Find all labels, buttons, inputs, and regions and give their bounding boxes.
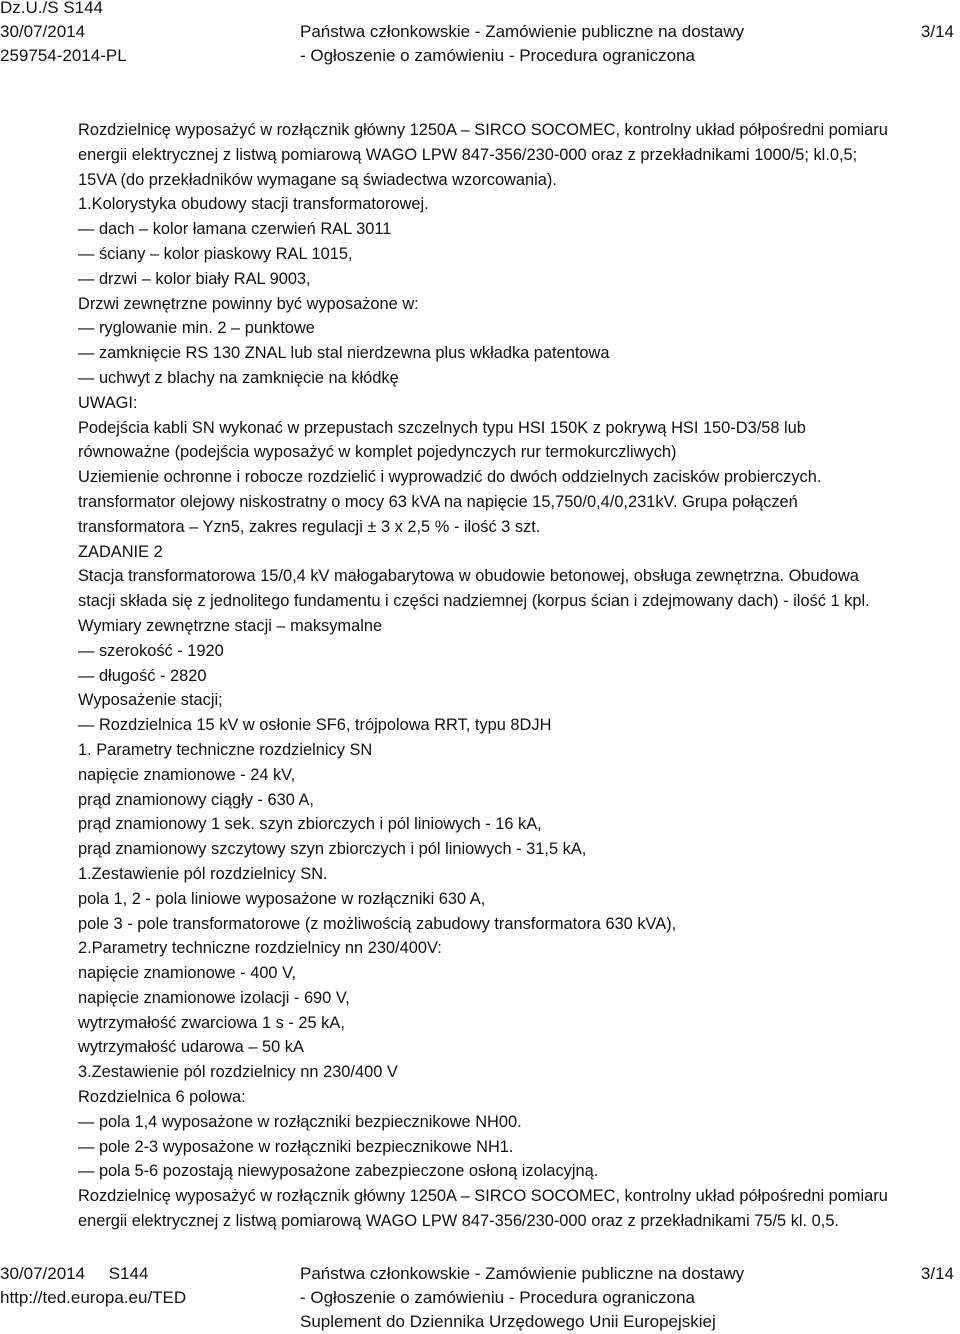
body-line: — dach – kolor łamana czerwień RAL 3011 bbox=[78, 220, 392, 239]
body-line: 1. Parametry techniczne rozdzielnicy SN bbox=[78, 740, 373, 759]
body-line: Rozdzielnicę wyposażyć w rozłącznik główny 1250A – SIRCO SOCOMEC, kontrolny układ półpośredni pomiaru bbox=[78, 1187, 888, 1206]
body-line: napięcie znamionowe izolacji - 690 V, bbox=[78, 988, 350, 1007]
body-line: — uchwyt z blachy na zamknięcie na kłódkę bbox=[78, 368, 399, 387]
header-title-line1: Państwa członkowskie - Zamówienie publiczne na dostawy bbox=[300, 22, 745, 41]
body-line: ZADANIE 2 bbox=[78, 542, 163, 561]
body-line: stacji składa się z jednolitego fundamentu i części nadziemnej (korpus ścian i zdejmowany dach) - ilość 1 kpl. bbox=[78, 592, 870, 611]
body-line: — pola 5-6 pozostają niewyposażone zabezpieczone osłoną izolacyjną. bbox=[78, 1162, 599, 1181]
body-line: energii elektrycznej z listwą pomiarową WAGO LPW 847-356/230-000 oraz z przekładnikami 75/5 kl. 0,5. bbox=[78, 1212, 839, 1231]
body-line: Wymiary zewnętrzne stacji – maksymalne bbox=[78, 616, 383, 635]
doc-id: 259754-2014-PL bbox=[0, 46, 127, 65]
body-line: 3.Zestawienie pól rozdzielnicy nn 230/400 V bbox=[78, 1063, 398, 1082]
doc-ref: Dz.U./S S144 bbox=[0, 0, 103, 17]
header-date: 30/07/2014 bbox=[0, 22, 86, 41]
body-line: Podejścia kabli SN wykonać w przepustach szczelnych typu HSI 150K z pokrywą HSI 150-D3/58 lub bbox=[78, 418, 806, 437]
body-line: napięcie znamionowe - 400 V, bbox=[78, 964, 297, 983]
body-line: — pole 2-3 wyposażone w rozłączniki bezpiecznikowe NH1. bbox=[78, 1137, 514, 1156]
footer-page-number: 3/14 bbox=[920, 1264, 954, 1283]
body-line: 15VA (do przekładników wymagane są świadectwa wzorcowania). bbox=[78, 170, 557, 189]
body-line: Rozdzielnicę wyposażyć w rozłącznik główny 1250A – SIRCO SOCOMEC, kontrolny układ półpośredni pomiaru bbox=[78, 121, 888, 139]
body-line: — ryglowanie min. 2 – punktowe bbox=[78, 319, 315, 338]
body-line: — Rozdzielnica 15 kV w osłonie SF6, trójpolowa RRT, typu 8DJH bbox=[78, 716, 552, 735]
footer-title-line1: Państwa członkowskie - Zamówienie publiczne na dostawy bbox=[300, 1264, 745, 1283]
footer-title-line2: - Ogłoszenie o zamówieniu - Procedura ograniczona bbox=[300, 1288, 695, 1307]
page-header bbox=[0, 0, 960, 72]
footer-title-line3: Suplement do Dziennika Urzędowego Unii Europejskiej bbox=[300, 1312, 716, 1331]
body-line: prąd znamionowy 1 sek. szyn zbiorczych i pól liniowych - 16 kA, bbox=[78, 815, 542, 834]
body-line: Rozdzielnica 6 polowa: bbox=[78, 1088, 246, 1107]
body-line: 1.Zestawienie pól rozdzielnicy SN. bbox=[78, 864, 328, 883]
body-line: Stacja transformatorowa 15/0,4 kV małogabarytowa w obudowie betonowej, obsługa zewnętrzna. Obudowa bbox=[78, 567, 859, 586]
header-page-number: 3/14 bbox=[920, 22, 954, 41]
body-line: równoważne (podejścia wyposażyć w komplet pojedynczych rur termokurczliwych) bbox=[78, 443, 677, 462]
body-line: — zamknięcie RS 130 ZNAL lub stal nierdzewna plus wkładka patentowa bbox=[78, 344, 610, 363]
body-line: 2.Parametry techniczne rozdzielnicy nn 230/400V: bbox=[78, 939, 442, 958]
page-footer bbox=[0, 1262, 960, 1334]
body-line: pola 1, 2 - pola liniowe wyposażone w rozłączniki 630 A, bbox=[78, 889, 486, 908]
body-line: — drzwi – kolor biały RAL 9003, bbox=[78, 269, 311, 288]
body-line: transformator olejowy niskostratny o mocy 63 kVA na napięcie 15,750/0,4/0,231kV. Grupa połączeń bbox=[78, 492, 798, 511]
body-line: 1.Kolorystyka obudowy stacji transformatorowej. bbox=[78, 195, 429, 214]
body-line: transformatora – Yzn5, zakres regulacji ± 3 x 2,5 % - ilość 3 szt. bbox=[78, 517, 541, 536]
body-line: — pola 1,4 wyposażone w rozłączniki bezpiecznikowe NH00. bbox=[78, 1112, 522, 1131]
body-line: Drzwi zewnętrzne powinny być wyposażone w: bbox=[78, 294, 419, 313]
footer-date-issue: 30/07/2014 S144 bbox=[0, 1264, 149, 1283]
footer-url[interactable]: http://ted.europa.eu/TED bbox=[0, 1288, 187, 1307]
body-line: pole 3 - pole transformatorowe (z możliwością zabudowy transformatora 630 kVA), bbox=[78, 914, 677, 933]
body-line: energii elektrycznej z listwą pomiarową WAGO LPW 847-356/230-000 oraz z przekładnikami 1000/5; kl.0,5; bbox=[78, 145, 858, 164]
document-body bbox=[78, 118, 950, 1234]
body-line: UWAGI: bbox=[78, 393, 138, 412]
body-line: prąd znamionowy szczytowy szyn zbiorczych i pól liniowych - 31,5 kA, bbox=[78, 840, 587, 859]
body-line: — długość - 2820 bbox=[78, 666, 207, 685]
header-title-line2: - Ogłoszenie o zamówieniu - Procedura ograniczona bbox=[300, 46, 695, 65]
body-line: napięcie znamionowe - 24 kV, bbox=[78, 765, 296, 784]
body-line: wytrzymałość udarowa – 50 kA bbox=[78, 1038, 304, 1057]
body-line: Wyposażenie stacji; bbox=[78, 691, 223, 710]
body-line: Uziemienie ochronne i robocze rozdzielić i wyprowadzić do dwóch oddzielnych zacisków probierczych. bbox=[78, 468, 822, 487]
body-line: — ściany – kolor piaskowy RAL 1015, bbox=[78, 244, 353, 263]
body-line: — szerokość - 1920 bbox=[78, 641, 224, 660]
body-line: wytrzymałość zwarciowa 1 s - 25 kA, bbox=[78, 1013, 345, 1032]
body-line: prąd znamionowy ciągły - 630 A, bbox=[78, 790, 314, 809]
